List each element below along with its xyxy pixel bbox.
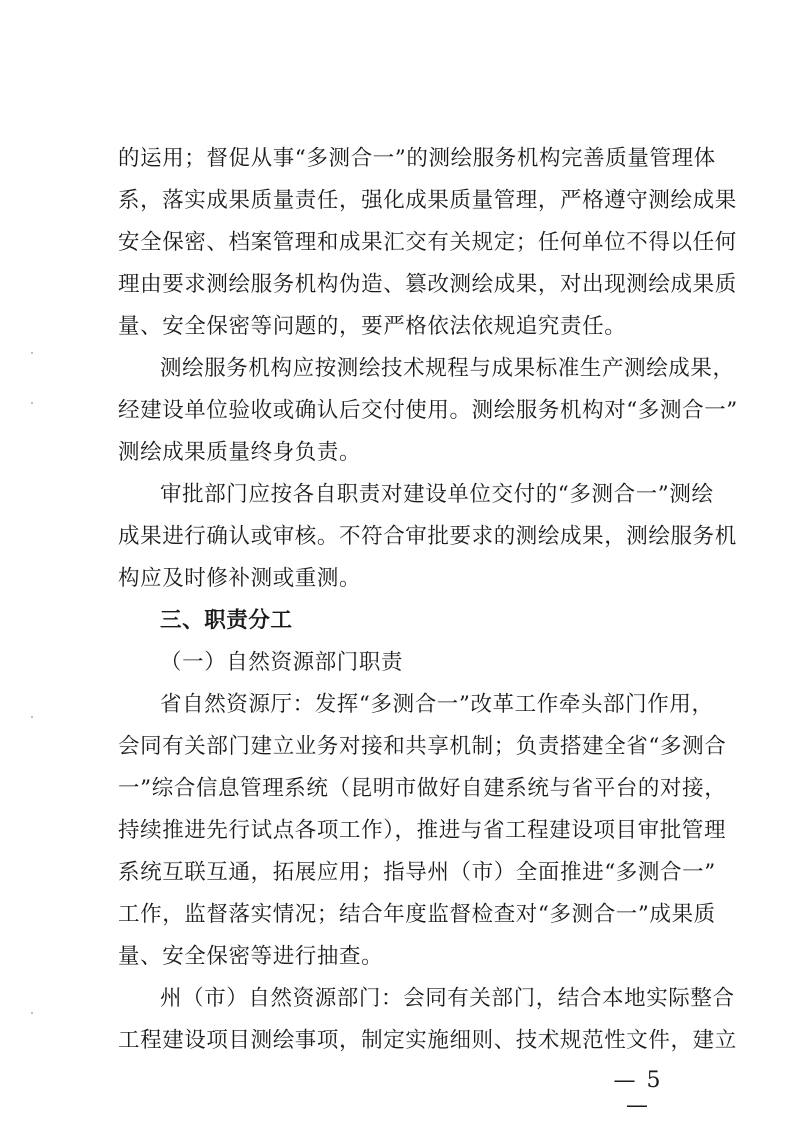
page-number: — 5 — <box>613 1068 663 1118</box>
subsection-heading: （一）自然资源部门职责 <box>160 650 404 675</box>
scan-mark <box>31 1012 33 1014</box>
body-text-line: 经建设单位验收或确认后交付使用。测绘服务机构对“多测合一” <box>118 398 738 423</box>
body-text-line: 工程建设项目测绘事项，制定实施细则、技术规范性文件，建立 <box>118 1028 737 1053</box>
body-text-line: 量、安全保密等进行抽查。 <box>118 944 384 969</box>
body-text-line: 测绘成果质量终身负责。 <box>118 440 362 465</box>
scan-mark <box>31 402 33 404</box>
paragraph-first-line: 州（市）自然资源部门：会同有关部门，结合本地实际整合 <box>160 986 735 1011</box>
paragraph-first-line: 审批部门应按各自职责对建设单位交付的“多测合一”测绘 <box>160 482 714 507</box>
body-text-line: 一”综合信息管理系统（昆明市做好自建系统与省平台的对接， <box>118 776 727 801</box>
paragraph-first-line: 省自然资源厅：发挥“多测合一”改革工作牵头部门作用， <box>160 692 714 717</box>
body-text-line: 构应及时修补测或重测。 <box>118 566 362 591</box>
body-text-line: 理由要求测绘服务机构伪造、篡改测绘成果，对出现测绘成果质 <box>118 272 737 297</box>
body-text-line: 工作，监督落实情况；结合年度监督检查对“多测合一”成果质 <box>118 902 716 927</box>
body-text-line: 持续推进先行试点各项工作），推进与省工程建设项目审批管理 <box>118 818 727 843</box>
body-text-line: 成果进行确认或审核。不符合审批要求的测绘成果，测绘服务机 <box>118 524 737 549</box>
body-text-line: 会同有关部门建立业务对接和共享机制；负责搭建全省“多测合 <box>118 734 727 759</box>
body-text-line: 系，落实成果质量责任，强化成果质量管理，严格遵守测绘成果 <box>118 188 737 213</box>
section-heading: 三、职责分工 <box>160 608 293 633</box>
body-text-line: 安全保密、档案管理和成果汇交有关规定；任何单位不得以任何 <box>118 230 737 255</box>
scan-mark <box>31 352 33 354</box>
scan-mark <box>31 716 33 718</box>
body-text-line: 系统互联互通，拓展应用；指导州（市）全面推进“多测合一” <box>118 860 716 885</box>
paragraph-first-line: 测绘服务机构应按测绘技术规程与成果标准生产测绘成果， <box>160 356 735 381</box>
body-text-line: 的运用；督促从事“多测合一”的测绘服务机构完善质量管理体 <box>118 146 716 171</box>
body-text-line: 量、安全保密等问题的，要严格依法依规追究责任。 <box>118 314 627 339</box>
